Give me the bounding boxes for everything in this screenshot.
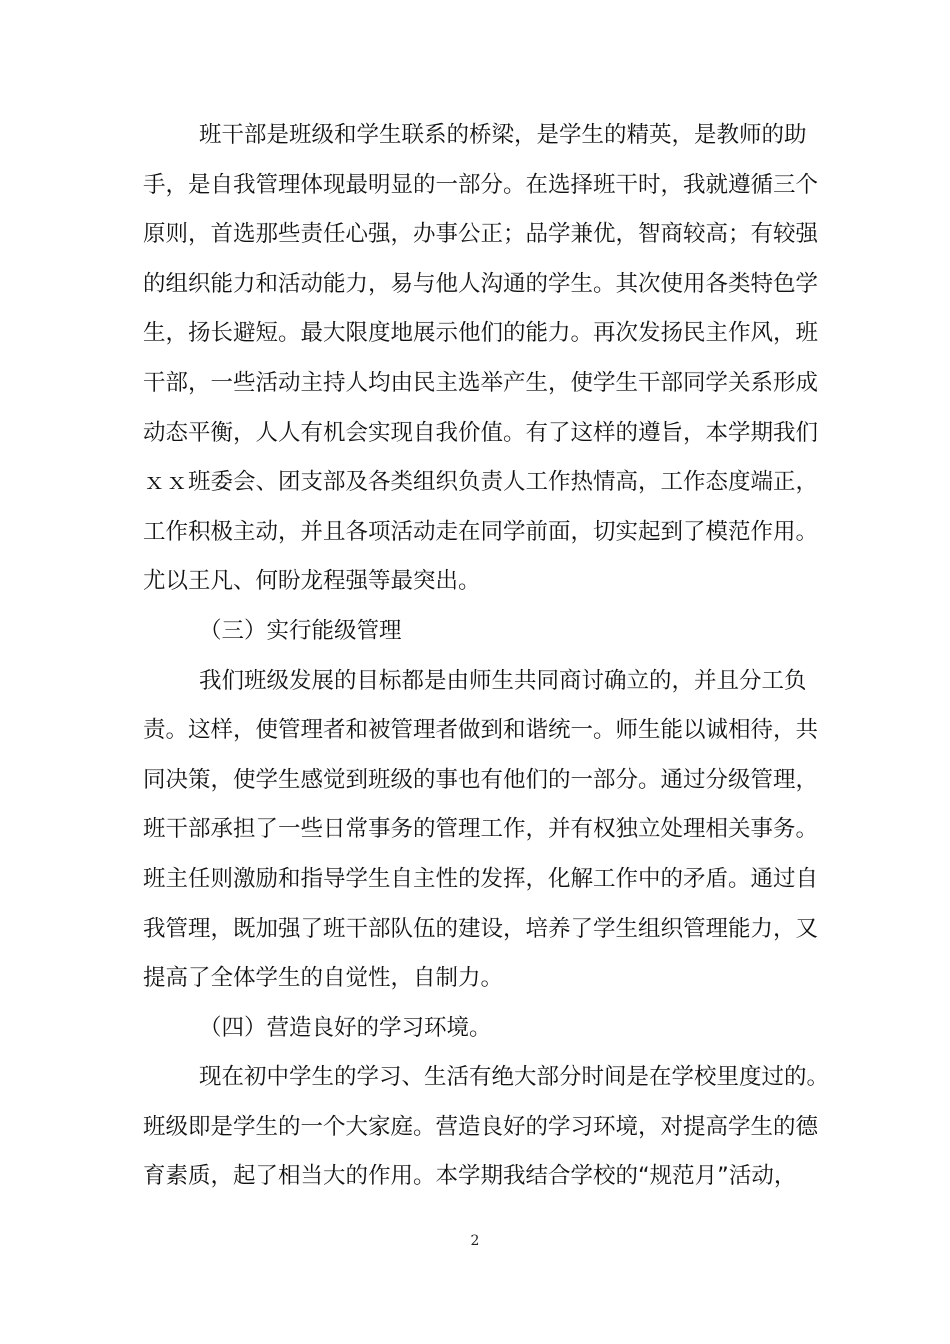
section-heading: （三）实行能级管理	[199, 617, 402, 644]
paragraph-line: 责。这样，使管理者和被管理者做到和谐统一。师生能以诚相待，共	[143, 717, 819, 744]
page-number: 2	[470, 1233, 480, 1249]
paragraph-line: ｘｘ班委会、团支部及各类组织负责人工作热情高，工作态度端正，	[143, 469, 819, 496]
paragraph-line: 班级即是学生的一个大家庭。营造良好的学习环境，对提高学生的德	[143, 1113, 819, 1140]
paragraph-line: 育素质，起了相当大的作用。本学期我结合学校的“规范月”活动，	[143, 1163, 797, 1190]
paragraph-line: 我们班级发展的目标都是由师生共同商讨确立的，并且分工负	[199, 667, 807, 694]
paragraph-line: 现在初中学生的学习、生活有绝大部分时间是在学校里度过的。	[199, 1064, 830, 1091]
paragraph-line: 提高了全体学生的自觉性，自制力。	[143, 965, 504, 992]
paragraph-line: 班干部承担了一些日常事务的管理工作，并有权独立处理相关事务。	[143, 816, 819, 843]
paragraph-line: 同决策，使学生感觉到班级的事也有他们的一部分。通过分级管理，	[143, 766, 819, 793]
paragraph-line: 手，是自我管理体现最明显的一部分。在选择班干时，我就遵循三个	[143, 171, 819, 198]
paragraph-line: 的组织能力和活动能力，易与他人沟通的学生。其次使用各类特色学	[143, 270, 819, 297]
paragraph-line: 尤以王凡、何盼龙程强等最突出。	[143, 568, 481, 595]
paragraph-line: 工作积极主动，并且各项活动走在同学前面，切实起到了模范作用。	[143, 518, 819, 545]
paragraph-line: 干部，一些活动主持人均由民主选举产生，使学生干部同学关系形成	[143, 369, 819, 396]
paragraph-line: 原则，首选那些责任心强，办事公正；品学兼优，智商较高；有较强	[143, 221, 819, 248]
paragraph-line: 班干部是班级和学生联系的桥梁，是学生的精英，是教师的助	[199, 122, 807, 148]
body-text	[143, 111, 830, 1202]
section-heading: （四）营造良好的学习环境。	[199, 1014, 492, 1041]
paragraph-line: 班主任则激励和指导学生自主性的发挥，化解工作中的矛盾。通过自	[143, 865, 819, 892]
paragraph-line: 生，扬长避短。最大限度地展示他们的能力。再次发扬民主作风，班	[143, 320, 819, 347]
paragraph-line: 我管理，既加强了班干部队伍的建设，培养了学生组织管理能力，又	[143, 915, 819, 942]
paragraph-line: 动态平衡，人人有机会实现自我价值。有了这样的遵旨，本学期我们	[143, 419, 819, 446]
